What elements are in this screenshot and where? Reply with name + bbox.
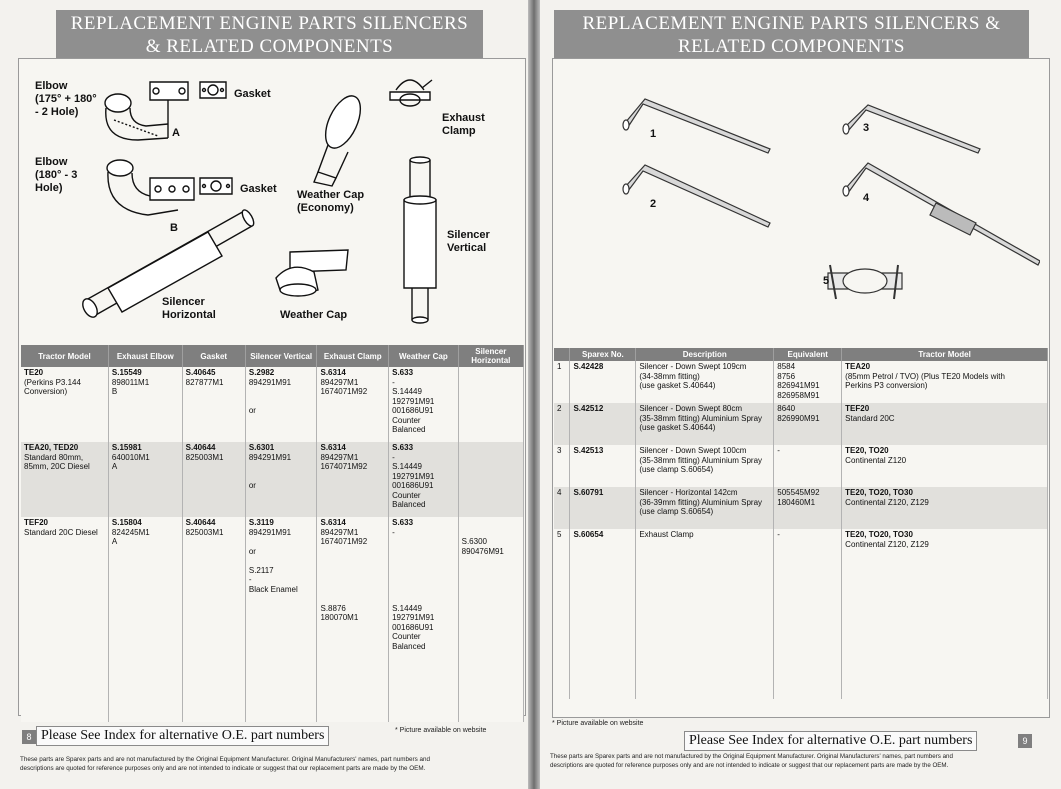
column-header: Gasket (182, 345, 245, 367)
table-cell (458, 442, 523, 517)
table-cell (21, 517, 108, 652)
exhaust-clamp-icon (828, 265, 902, 299)
label-line: Silencer (447, 229, 490, 241)
cell-line: - (777, 530, 780, 539)
cell-line: S.633 (392, 443, 414, 452)
cell-line: 8640 (777, 404, 796, 413)
cell-line: 1674071M92 (320, 537, 368, 546)
cell-line (320, 594, 385, 604)
label-line: Horizontal (162, 309, 216, 321)
cell-line: - (777, 446, 780, 455)
column-header: Equivalent (774, 348, 842, 361)
gasket-icon (200, 178, 232, 194)
table-cell (636, 487, 774, 529)
label-line: (175° + 180° (35, 93, 97, 105)
table-cell (774, 403, 842, 445)
weather-cap-economy-icon (314, 91, 368, 186)
left-parts-table (21, 345, 524, 722)
disclaimer-line: These parts are Sparex parts and are not manufactured by the Original Equipment Manufacturer. Original Manufacturers' names, part numbers and (550, 753, 953, 760)
right-parts-table (554, 348, 1048, 699)
label-line: Weather Cap (297, 189, 365, 201)
silencer-vertical-label (447, 229, 490, 255)
label-line: Vertical (447, 242, 487, 254)
silencer-vertical-icon (404, 157, 436, 323)
table-cell (774, 445, 842, 487)
table-cell (636, 361, 774, 403)
cell-line: 192791M91 (392, 396, 435, 406)
table-cell (774, 487, 842, 529)
cell-line: Counter (392, 490, 421, 500)
cell-line: 825003M1 (185, 527, 224, 537)
cell-line: TE20, TO20, TO30 (845, 530, 913, 539)
picture-available-note: * Picture available on website (395, 727, 487, 734)
cell-line: (use clamp S.60654) (639, 507, 714, 516)
disclaimer-line: descriptions are quoted for reference purposes only and are not intended to indicate or suggest that our replacement parts are made by the OEM. (550, 762, 949, 769)
cell-line (249, 462, 314, 472)
exhaust-clamp-label (442, 112, 485, 138)
cell-line: Continental Z120, Z129 (845, 539, 929, 549)
table-row-empty (21, 652, 524, 722)
cell-line: S.40644 (185, 518, 216, 527)
cell-line (249, 537, 314, 547)
cell-line: 1674071M92 (320, 462, 368, 471)
table-cell (570, 445, 636, 487)
cell-line: (use clamp S.60654) (639, 465, 714, 474)
cell-line: 3 (557, 446, 562, 455)
label-line: Hole) (35, 182, 63, 194)
left-page (0, 0, 528, 789)
cell-line: S.42428 (573, 362, 604, 371)
gasket-label: Gasket (240, 183, 277, 195)
cell-line: (35-38mm fitting) Aluminium Spray (639, 413, 763, 423)
cell-line: B (111, 387, 118, 396)
pipe-4-icon (843, 163, 1040, 265)
cell-line: S.6300 (461, 537, 487, 546)
cell-line: S.2982 (248, 368, 275, 377)
cell-line: (use gasket S.40644) (639, 381, 716, 390)
column-header: Silencer Vertical (245, 345, 317, 367)
cell-line: TEF20 (845, 404, 870, 413)
table-cell (182, 652, 245, 722)
table-cell (636, 529, 774, 699)
cell-line (462, 518, 520, 528)
table-cell (636, 403, 774, 445)
column-header: Weather Cap (389, 345, 459, 367)
table-cell (458, 517, 523, 652)
cell-line: 826941M91 (777, 381, 820, 390)
cell-line (249, 397, 314, 407)
table-cell (108, 517, 182, 652)
label-line: Elbow (35, 156, 68, 168)
callout-1: 1 (650, 128, 657, 140)
cell-line: 8584 (777, 362, 796, 371)
table-row (554, 487, 1048, 529)
table-cell (774, 361, 842, 403)
cell-line: S.15549 (111, 368, 142, 377)
cell-line: 192791M91 (392, 613, 435, 622)
column-header (554, 348, 570, 361)
column-header: Sparex No. (570, 348, 636, 361)
cell-line: or (248, 546, 256, 556)
left-title-line-2: & RELATED COMPONENTS (145, 36, 394, 57)
callout-4: 4 (863, 192, 870, 204)
label-line: Silencer (162, 296, 205, 308)
table-cell (554, 403, 570, 445)
cell-line: TEA20 (845, 362, 871, 371)
cell-line (392, 547, 455, 557)
left-table-body (21, 367, 524, 722)
cell-line: Standard 80mm, (24, 452, 84, 462)
column-header: Description (636, 348, 774, 361)
table-cell (245, 652, 317, 722)
cell-line: S.6314 (320, 518, 346, 527)
cell-line: 192791M91 (392, 471, 435, 481)
cell-line: 5 (557, 530, 562, 539)
cell-line: (35-38mm fitting) Aluminium Spray (639, 455, 763, 465)
cell-line: Silencer - Down Swept 109cm (639, 362, 747, 371)
table-cell (458, 652, 523, 722)
cell-line: TE20, TO20, TO30 (845, 488, 913, 497)
cell-line: Continental Z120 (845, 455, 907, 465)
silencer-horizontal-label (162, 296, 216, 322)
cell-line: 890476M91 (461, 546, 504, 556)
page-number: 9 (1018, 734, 1032, 748)
table-cell (317, 367, 389, 442)
cell-line: Black Enamel (248, 584, 298, 594)
cell-line: Continental Z120, Z129 (845, 497, 929, 507)
cell-line: (36-39mm fitting) Aluminium Spray (639, 497, 763, 507)
table-cell (842, 487, 1048, 529)
cell-line: 894291M91 (248, 452, 292, 462)
cell-line: S.2117 (248, 565, 274, 575)
cell-line: S.42512 (573, 404, 604, 413)
cell-line: S.42513 (573, 446, 604, 455)
label-line: - 2 Hole) (35, 106, 79, 118)
cell-line: S.60791 (573, 488, 604, 497)
cell-line: 894297M1 (320, 452, 359, 462)
table-row (21, 367, 524, 442)
table-cell (554, 487, 570, 529)
table-cell (317, 442, 389, 517)
cell-line: (85mm Petrol / TVO) (Plus TE20 Models with (845, 371, 1005, 381)
table-cell (182, 367, 245, 442)
cell-line: - (392, 377, 395, 387)
gasket-icon (200, 82, 226, 98)
table-row (21, 442, 524, 517)
cell-line: Exhaust Clamp (639, 530, 694, 539)
table-cell (389, 442, 459, 517)
cell-line (392, 594, 455, 604)
cell-line: 001686U91 (392, 481, 434, 490)
cell-line: A (111, 537, 118, 546)
table-cell (245, 442, 317, 517)
table-row (554, 529, 1048, 699)
cell-line (320, 585, 385, 595)
see-index-banner: Please See Index for alternative O.E. part numbers (684, 731, 977, 751)
see-index-banner: Please See Index for alternative O.E. part numbers (36, 726, 329, 746)
cell-line: Silencer - Horizontal 142cm (639, 488, 738, 497)
cell-line: 4 (557, 488, 562, 497)
table-cell (570, 403, 636, 445)
picture-available-note: * Picture available on website (552, 720, 644, 727)
table-header-row (21, 345, 524, 367)
table-cell (842, 403, 1048, 445)
cell-line: or (248, 406, 256, 415)
cell-line: Conversion) (24, 387, 68, 396)
cell-line: S.15981 (111, 443, 142, 452)
callout-3: 3 (863, 122, 870, 134)
cell-line: - (392, 527, 395, 537)
disclaimer-line: descriptions are quoted for reference purposes only and are not intended to indicate or suggest that our replacement parts are made by the OEM. (20, 765, 426, 772)
cell-line: Silencer - Down Swept 100cm (639, 446, 747, 455)
disclaimer (550, 752, 1050, 770)
table-cell (774, 529, 842, 699)
cell-line: Balanced (392, 641, 426, 651)
table-cell (389, 367, 459, 442)
weather-cap-icon (276, 250, 348, 296)
cell-line: S.14449 (392, 462, 422, 471)
label-line: (180° - 3 (35, 169, 78, 181)
cell-line: S.6314 (320, 443, 346, 452)
column-header: Silencer Horizontal (458, 345, 523, 367)
cell-line: S.15804 (111, 518, 142, 527)
table-cell (389, 652, 459, 722)
book-gutter (528, 0, 540, 789)
label-line: Clamp (442, 125, 476, 137)
weather-cap-economy-label (297, 189, 364, 215)
elbow-a-label: A (172, 127, 180, 139)
cell-line: 1 (557, 362, 562, 371)
cell-line: 894297M1 (320, 527, 359, 537)
cell-line (249, 472, 314, 482)
cell-line: S.6314 (320, 368, 346, 377)
cell-line: 640010M1 (111, 452, 150, 462)
cell-line: 85mm, 20C Diesel (24, 462, 90, 471)
cell-line (392, 566, 455, 576)
cell-line: TE20, TO20 (845, 446, 889, 455)
cell-line: 894297M1 (320, 377, 359, 387)
table-row (554, 361, 1048, 403)
page-number: 8 (22, 730, 36, 744)
cell-line: Silencer - Down Swept 80cm (639, 404, 743, 413)
cell-line: TEA20, TED20 (24, 443, 79, 452)
table-cell (636, 445, 774, 487)
cell-line: Counter (392, 632, 421, 641)
table-row (554, 403, 1048, 445)
cell-line: or (248, 481, 256, 490)
cell-line: 001686U91 (392, 622, 434, 632)
label-line: Elbow (35, 80, 68, 92)
cell-line: - (248, 575, 252, 584)
pipe-2-icon (623, 165, 770, 227)
column-header: Exhaust Elbow (108, 345, 182, 367)
table-cell (458, 367, 523, 442)
table-cell (554, 529, 570, 699)
table-cell (842, 445, 1048, 487)
cell-line: A (111, 462, 118, 471)
pipe-1-icon (623, 99, 770, 153)
cell-line (320, 566, 385, 576)
table-cell (842, 361, 1048, 403)
cell-line: 180070M1 (320, 613, 359, 622)
cell-line (249, 556, 314, 566)
elbow-b-icon (107, 160, 194, 215)
cell-line: 8756 (777, 371, 796, 381)
cell-line: 180460M1 (777, 497, 816, 507)
disclaimer (20, 755, 525, 773)
cell-line: 894291M91 (248, 377, 292, 387)
cell-line: 827877M1 (185, 377, 224, 387)
table-cell (182, 517, 245, 652)
column-header: Tractor Model (21, 345, 108, 367)
cell-line: S.60654 (573, 530, 604, 539)
cell-line: S.40645 (185, 368, 216, 377)
cell-line (462, 528, 520, 538)
cell-line: 824245M1 (111, 527, 150, 537)
cell-line: 1674071M92 (320, 387, 368, 396)
cell-line: Standard 20C Diesel (24, 527, 98, 537)
table-cell (554, 445, 570, 487)
cell-line (392, 537, 455, 547)
exhaust-clamp-icon (390, 80, 432, 106)
table-cell (570, 529, 636, 699)
label-line: Exhaust (442, 112, 485, 124)
gasket-label: Gasket (234, 88, 271, 100)
right-table-body (554, 361, 1048, 699)
cell-line: 2 (557, 404, 562, 413)
cell-line (320, 556, 385, 566)
table-cell (108, 652, 182, 722)
cell-line: S.14449 (392, 603, 422, 613)
table-cell (108, 367, 182, 442)
cell-line: S.40644 (185, 443, 216, 452)
table-cell (554, 361, 570, 403)
cell-line: Counter (392, 415, 421, 425)
table-cell (182, 442, 245, 517)
right-title-line-2: RELATED COMPONENTS (678, 36, 905, 57)
table-cell (245, 367, 317, 442)
cell-line: 898011M1 (111, 377, 150, 387)
table-cell (245, 517, 317, 652)
cell-line: 894291M91 (248, 527, 292, 537)
disclaimer-line: These parts are Sparex parts and are not manufactured by the Original Equipment Manufacturer. Original Manufacturers' names, part numbers and (20, 756, 431, 763)
callout-2: 2 (650, 198, 657, 210)
elbow-2-hole-label (35, 80, 97, 119)
cell-line: 825003M1 (185, 452, 224, 462)
cell-line: S.3119 (248, 518, 274, 527)
cell-line: Balanced (392, 425, 426, 434)
cell-line: Perkins P3 conversion) (845, 381, 928, 390)
elbow-b-label: B (170, 222, 178, 234)
cell-line: Balanced (392, 500, 426, 509)
callout-5: 5 (823, 275, 830, 287)
cell-line: - (392, 452, 395, 462)
cell-line: 826990M91 (777, 413, 820, 423)
cell-line (249, 387, 314, 397)
cell-line: TEF20 (24, 518, 49, 527)
table-cell (570, 487, 636, 529)
right-page (540, 0, 1061, 789)
table-row (21, 517, 524, 652)
cell-line (320, 547, 385, 557)
right-page-title (554, 10, 1029, 58)
cell-line: 505545M92 (777, 488, 820, 497)
cell-line (320, 575, 385, 585)
left-page-title (56, 10, 483, 60)
cell-line: (Perkins P3.144 (24, 377, 81, 387)
left-title-line-1: REPLACEMENT ENGINE PARTS SILENCERS (70, 13, 469, 34)
cell-line: Standard 20C (845, 413, 895, 423)
table-cell (21, 652, 108, 722)
table-cell (389, 517, 459, 652)
table-cell (570, 361, 636, 403)
cell-line: S.633 (392, 368, 414, 377)
cell-line: (34-38mm fitting) (639, 371, 700, 381)
cell-line: 826958M91 (777, 390, 820, 400)
silencer-pipes-illustration (600, 85, 1040, 320)
label-line: (Economy) (297, 202, 354, 214)
cell-line: S.633 (392, 518, 414, 527)
table-header-row (554, 348, 1048, 361)
cell-line: S.8876 (320, 603, 346, 613)
weather-cap-label: Weather Cap (280, 309, 348, 321)
cell-line: 001686U91 (392, 406, 434, 415)
column-header: Tractor Model (842, 348, 1048, 361)
elbow-3-hole-label (35, 156, 77, 195)
cell-line: S.14449 (392, 387, 422, 396)
table-cell (842, 529, 1048, 699)
table-cell (317, 652, 389, 722)
cell-line (392, 556, 455, 566)
cell-line: (use gasket S.40644) (639, 423, 716, 432)
cell-line: TE20 (24, 368, 44, 377)
table-cell (21, 367, 108, 442)
table-cell (317, 517, 389, 652)
table-row (554, 445, 1048, 487)
cell-line: S.6301 (248, 443, 275, 452)
table-cell (108, 442, 182, 517)
table-cell (21, 442, 108, 517)
column-header: Exhaust Clamp (317, 345, 389, 367)
right-title-line-1: REPLACEMENT ENGINE PARTS SILENCERS & (582, 13, 1001, 34)
cell-line (392, 585, 455, 595)
cell-line (392, 575, 455, 585)
